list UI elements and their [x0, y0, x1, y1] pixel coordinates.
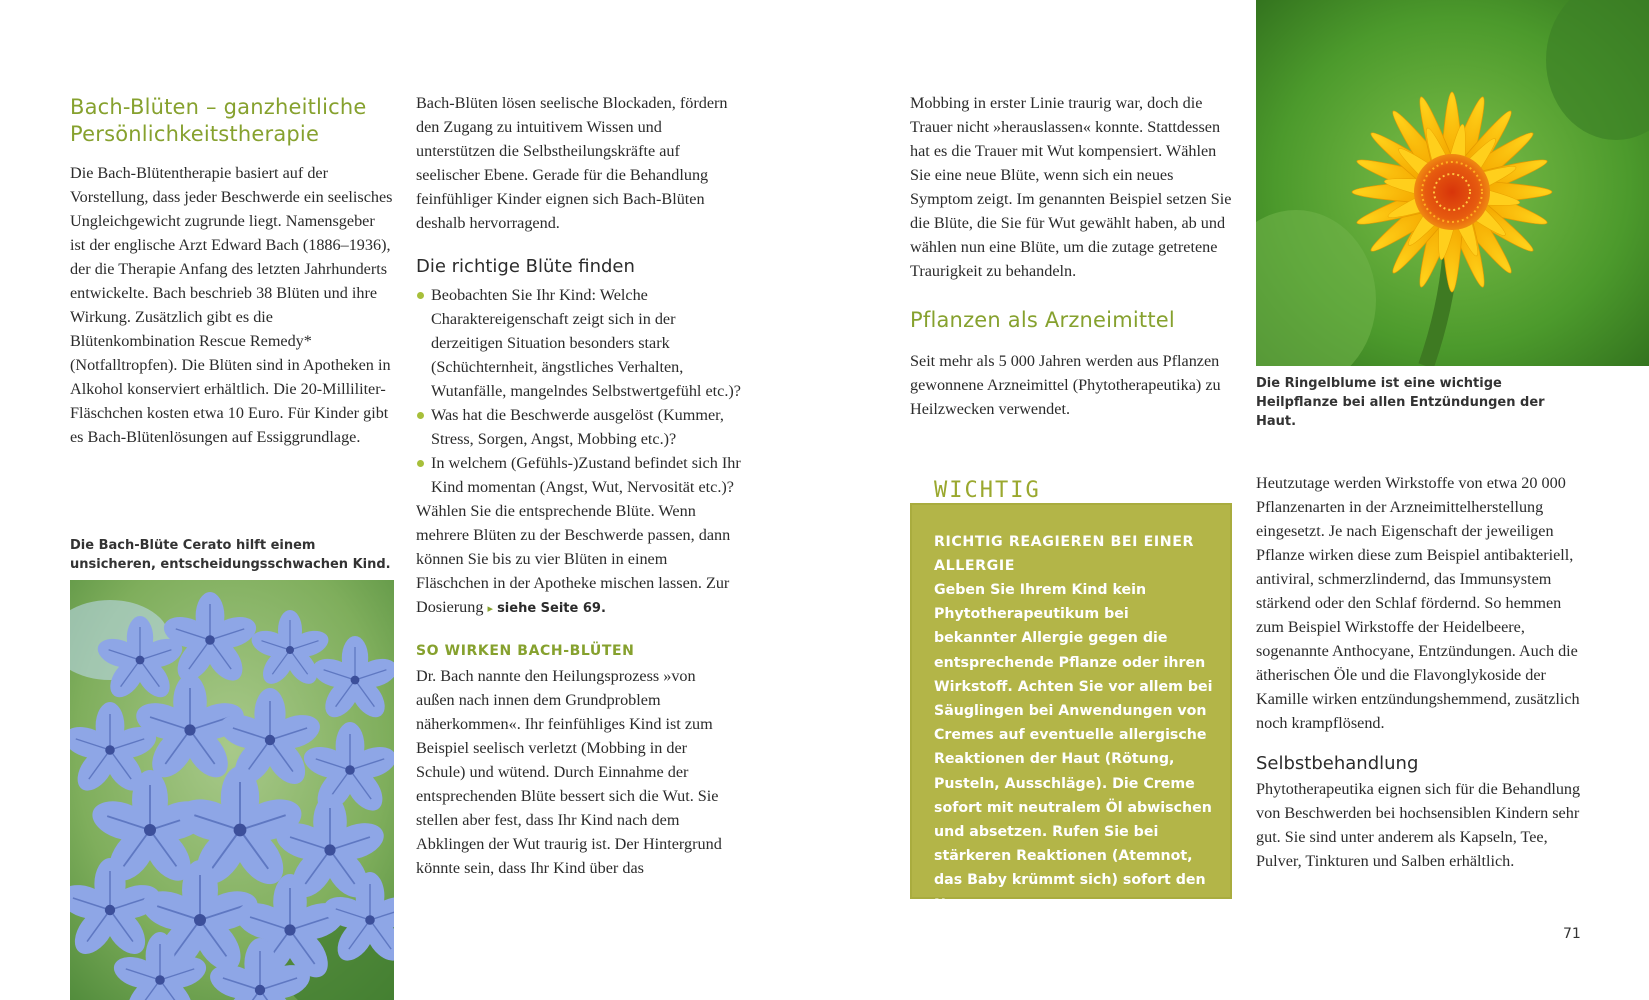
- cerato-flower-photo: [70, 580, 394, 1000]
- heading-line-1: Bach-Blüten – ganzheitliche: [70, 95, 367, 119]
- calendula-caption: Die Ringelblume ist eine wichtige Heilpflanze bei allen Entzündungen der Haut.: [1256, 376, 1545, 429]
- caps-heading-so-wirken: SO WIRKEN BACH-BLÜTEN: [416, 643, 635, 659]
- wichtig-label: WICHTIG: [934, 478, 1041, 503]
- bullet-text: Was hat die Beschwerde ausgelöst (Kummer, Stress, Sorgen, Angst, Mobbing etc.)?: [431, 406, 724, 448]
- middle-intro-paragraph: Bach-Blüten lösen seelische Blockaden, fördern den Zugang zu intuitivem Wissen und unterstützen die Selbstheilungskräfte auf seelischer Ebene. Gerade für die Behandlung feinfühliger Kinder eignen sich Bach-Blüten deshalb hervorragend.: [416, 94, 728, 232]
- section-heading-bach-blueten: [70, 94, 396, 148]
- see-page-link[interactable]: siehe Seite 69.: [497, 601, 606, 616]
- observation-bullet-list: [416, 283, 742, 499]
- calendula-flower-illustration: [1256, 0, 1649, 366]
- heading-line-2: Persönlichkeitstherapie: [70, 122, 320, 146]
- bullet-item: [416, 403, 742, 451]
- warning-box-content: [934, 530, 1214, 917]
- wirkstoffe-paragraph: Heutzutage werden Wirkstoffe von etwa 20 000 Pflanzenarten in der Arzneimittelherstellung eingesetzt. Je nach Eigenschaft der jeweiligen Pflanze wirken diese zum Beispiel antibakteriell, antiviral, schmerzlindernd, das Immunsystem stärkend oder den Schlaf fördernd. So hemmen zum Beispiel Wirkstoffe der Heidelbeere, sogenannte Anthocyane, Entzündungen. Auch die ätherischen Öle und die Flavonglykoside der Kamille wirken entzündungshemmend, zusätzlich noch krampflösend.: [1256, 474, 1580, 732]
- pflanzen-paragraph: Seit mehr als 5 000 Jahren werden aus Pflanzen gewonnene Arzneimittel (Phytotherapeutika) zu Heilzwecken verwendet.: [910, 352, 1221, 418]
- subheading-richtige-bluete: Die richtige Blüte finden: [416, 256, 635, 277]
- cerato-flower-illustration: [70, 580, 394, 1000]
- continued-paragraph: Mobbing in erster Linie traurig war, doch die Trauer nicht »herauslassen« konnte. Stattdessen hat es die Trauer mit Wut kompensiert. Wählen Sie eine neue Blüte, wenn sich ein neues Symptom zeigt. Im genannten Beispiel setzen Sie die Blüte, die Sie für Wut gewählt haben, ab und wählen nun eine Blüte, um die zutage getretene Traurigkeit zu behandeln.: [910, 94, 1232, 280]
- warning-box-title: RICHTIG REAGIEREN BEI EINER ALLERGIE: [934, 534, 1195, 574]
- bullet-item: [416, 283, 742, 403]
- bullet-icon: [417, 460, 424, 467]
- intro-paragraph: Die Bach-Blütentherapie basiert auf der Vorstellung, dass jeder Beschwerde ein seelisches Ungleichgewicht zugrunde liegt. Namensgeber ist der englische Arzt Edward Bach (1886–1936), der die Therapie Anfang des letzten Jahrhunderts entwickelte. Bach beschrieb 38 Blüten und ihre Wirkung. Zusätzlich gibt es die Blütenkombination Rescue Remedy* (Notfalltropfen). Die Blüten sind in Apotheken in Alkohol konserviert erhältlich. Die 20-Milliliter-Fläschchen kosten etwa 10 Euro. Für Kinder gibt es Bach-Blütenlösungen auf Essiggrundlage.: [70, 164, 393, 446]
- after-bullets-paragraph: [416, 499, 734, 621]
- cerato-caption: Die Bach-Blüte Cerato hilft einem unsicheren, entscheidungsschwachen Kind.: [70, 538, 391, 572]
- arrow-right-icon: ▸: [487, 603, 494, 615]
- bullet-text: In welchem (Gefühls-)Zustand befindet sich Ihr Kind momentan (Angst, Wut, Nervosität etc.)?: [431, 454, 741, 496]
- bullet-item: [416, 451, 742, 499]
- page-number: 71: [1563, 926, 1581, 942]
- selbstbehandlung-paragraph: Phytotherapeutika eignen sich für die Behandlung von Beschwerden bei hochsensiblen Kindern sehr gut. Sie sind unter anderem als Kapseln, Tee, Pulver, Tinkturen und Salben erhältlich.: [1256, 780, 1581, 870]
- section-heading-pflanzen: Pflanzen als Arzneimittel: [910, 308, 1175, 332]
- bullet-icon: [417, 412, 424, 419]
- warning-box: [910, 503, 1232, 913]
- left-column: [70, 94, 396, 449]
- middle-column: [416, 91, 742, 880]
- right-page-column-1: [910, 91, 1236, 421]
- calendula-flower-photo: [1256, 0, 1649, 366]
- bullet-icon: [417, 292, 424, 299]
- after-bullets-text: Wählen Sie die entsprechende Blüte. Wenn mehrere Blüten zu der Beschwerde passen, dann können Sie bis zu vier Blüten in einem Fläschchen in der Apotheke mischen lassen. Zur Dosierung: [416, 502, 731, 616]
- warning-box-text: Geben Sie Ihrem Kind kein Phytotherapeutikum bei bekannter Allergie gegen die entsprechende Pflanze oder ihren Wirkstoff. Achten Sie vor allem bei Säuglingen bei Anwendungen von Cremes auf eventuelle allergische Reaktionen der Haut (Rötung, Pusteln, Ausschläge). Die Creme sofort mit neutralem Öl abwischen und absetzen. Rufen Sie bei stärkeren Reaktionen (Atemnot, das Baby krümmt sich) sofort den Notarzt.: [934, 582, 1213, 913]
- right-page-column-2: [1256, 374, 1586, 873]
- bullet-text: Beobachten Sie Ihr Kind: Welche Charaktereigenschaft zeigt sich in der derzeitigen Situation besonders stark (Schüchternheit, ängstliches Verhalten, Wutanfälle, mangelndes Selbstwertgefühl etc.)?: [431, 286, 741, 400]
- mechanism-paragraph: Dr. Bach nannte den Heilungsprozess »von außen nach innen dem Grundproblem näherkommen«. Ihr feinfühliges Kind ist zum Beispiel seelisch verletzt (Mobbing in der Schule) und wütend. Durch Einnahme der entsprechenden Blüte bessert sich die Wut. Sie stellen aber fest, dass Ihr Kind nach dem Abklingen der Wut traurig ist. Der Hintergrund könnte sein, dass Ihr Kind über das: [416, 667, 722, 877]
- subheading-selbstbehandlung: Selbstbehandlung: [1256, 753, 1419, 774]
